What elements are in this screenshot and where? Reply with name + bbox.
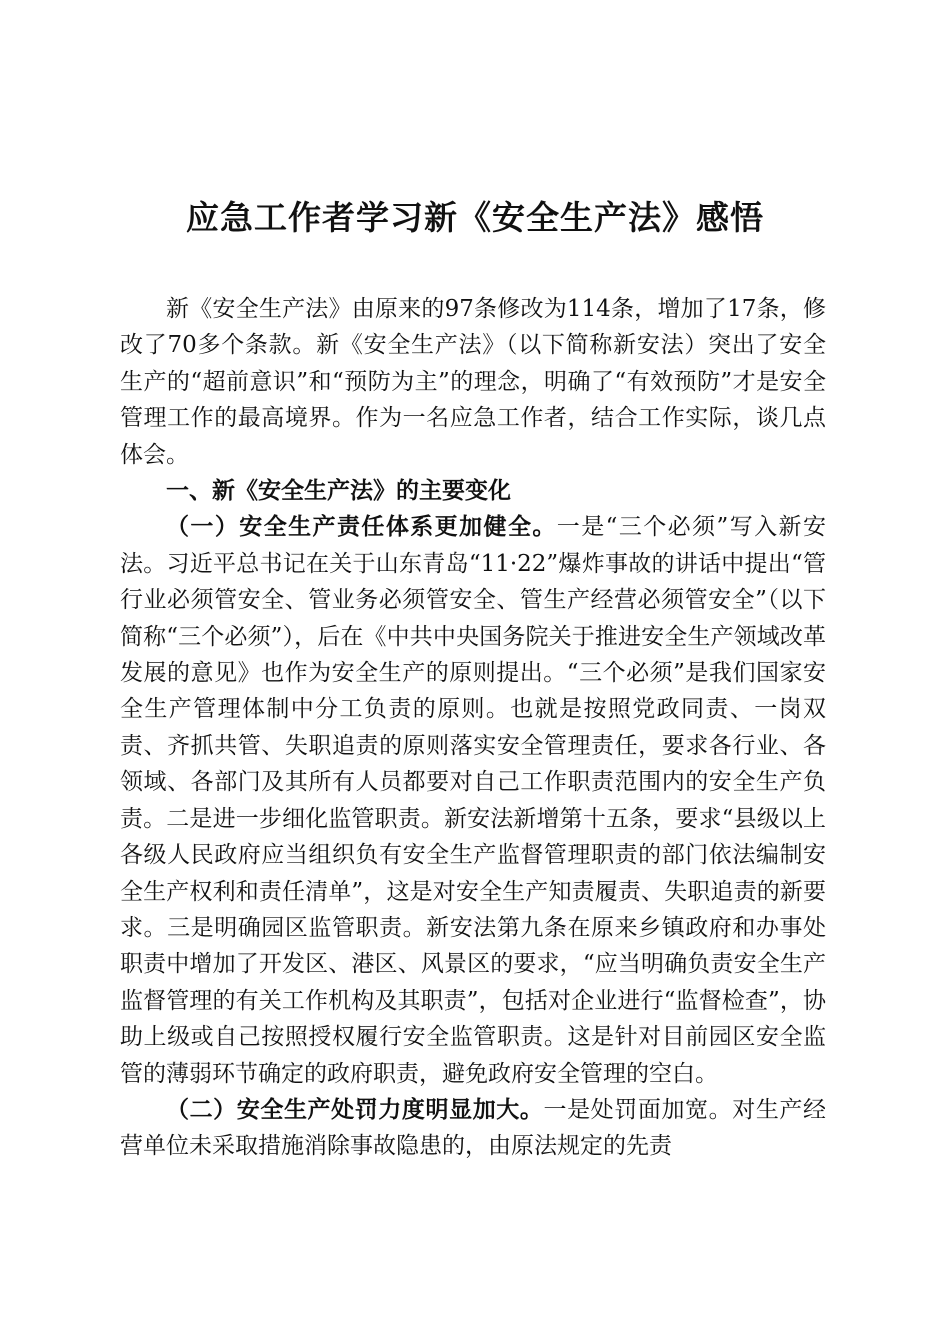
subsection-1-lead: （一）安全生产责任体系更加健全。 (166, 513, 557, 541)
subsection-2-text: 一是处罚面加宽。对生产经营单位未采取措施消除事故隐患的，由原法规定的先责 (120, 1096, 827, 1160)
subsection-1-text: 一是“三个必须”写入新安法。习近平总书记在关于山东青岛“11·22”爆炸事故的讲话中提出“管行业必须管安全、管业务必须管安全、管生产经营必须管安全”（以下简称“三个必须”），后在《中共中央国务院关于推进安全生产领域改革发展的意见》也作为安全生产的原则提出。“三个必须”是我们国家安全生产管理体制中分工负责的原则。也就是按照党政同责、一岗双责、齐抓共管、失职追责的原则落实安全管理责任，要求各行业、各领域、各部门及其所有人员都要对自己工作职责范围内的安全生产负责。二是进一步细化监管职责。新安法新增第十五条，要求“县级以上各级人民政府应当组织负有安全生产监督管理职责的部门依法编制安全生产权利和责任清单”，这是对安全生产知责履责、失职追责的新要求。三是明确园区监管职责。新安法第九条在原来乡镇政府和办事处职责中增加了开发区、港区、风景区的要求，“应当明确负责安全生产监督管理的有关工作机构及其职责”，包括对企业进行“监督检查”，协助上级或自己按照授权履行安全监管职责。这是针对目前园区安全监管的薄弱环节确定的政府职责，避免政府安全管理的空白。 (120, 514, 826, 1087)
document-body (120, 291, 826, 1165)
intro-paragraph: 新《安全生产法》由原来的97条修改为114条，增加了17条，修改了70多个条款。新《安全生产法》（以下简称新安法）突出了安全生产的“超前意识”和“预防为主”的理念，明确了“有效预防”才是安全管理工作的最高境界。作为一名应急工作者，结合工作实际，谈几点体会。 (120, 296, 826, 468)
subsection-1-paragraph (120, 509, 826, 1092)
section-heading: 一、新《安全生产法》的主要变化 (166, 477, 511, 505)
subsection-2-paragraph (120, 1092, 826, 1165)
document-title: 应急工作者学习新《安全生产法》感悟 (186, 198, 764, 237)
subsection-2-lead: （二）安全生产处罚力度明显加大。 (166, 1095, 544, 1123)
